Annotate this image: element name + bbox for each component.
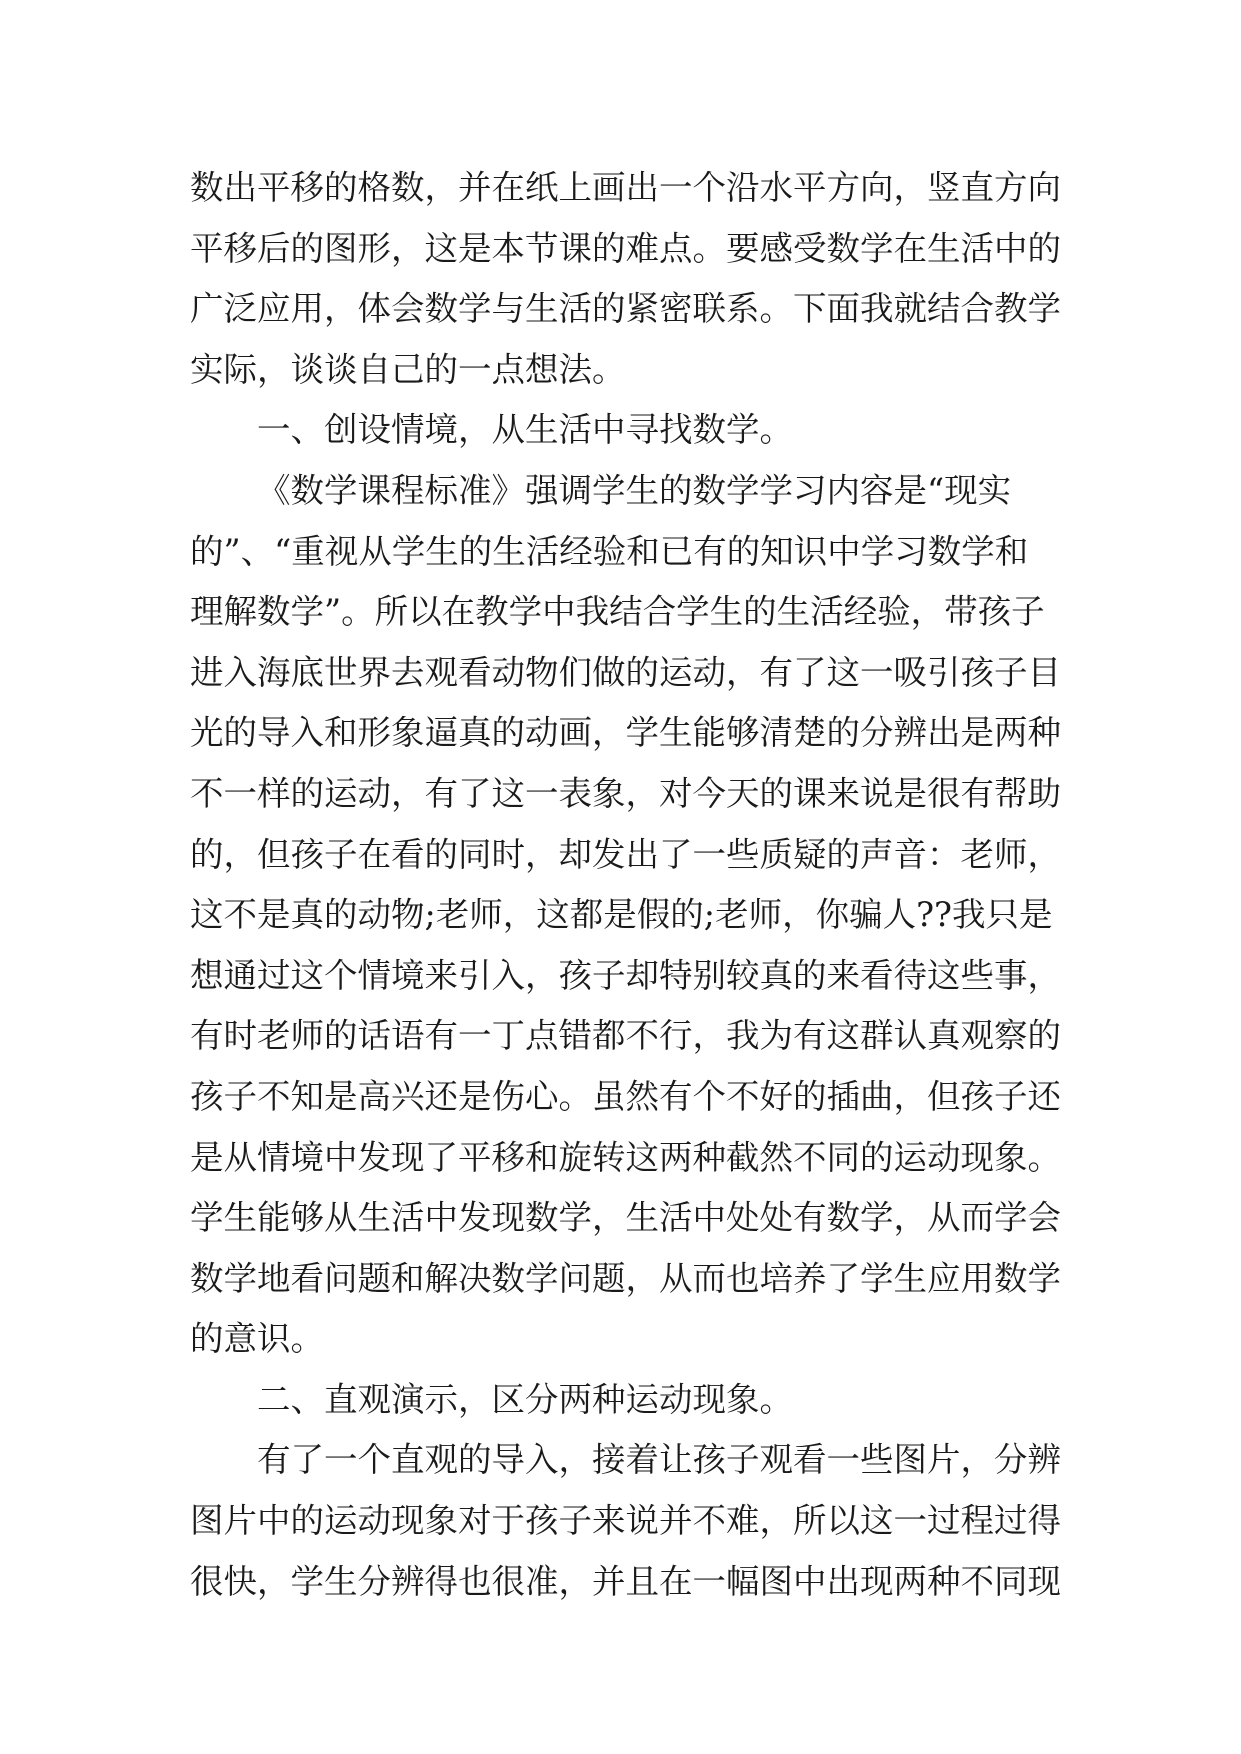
text-line: 光的导入和形象逼真的动画，学生能够清楚的分辨出是两种 — [190, 713, 1061, 753]
text-line: 理解数学”。所以在教学中我结合学生的生活经验，带孩子 — [190, 592, 1045, 632]
text-line: 的意识。 — [190, 1319, 324, 1359]
text-line: 实际，谈谈自己的一点想法。 — [190, 349, 626, 389]
text-line: 进入海底世界去观看动物们做的运动，有了这一吸引孩子目 — [190, 652, 1061, 692]
text-line: 数学地看问题和解决数学问题，从而也培养了学生应用数学 — [190, 1258, 1061, 1298]
text-line: 广泛应用，体会数学与生活的紧密联系。下面我就结合教学 — [190, 289, 1061, 329]
text-line: 想通过这个情境来引入，孩子却特别较真的来看待这些事， — [190, 955, 1061, 995]
text-line: 是从情境中发现了平移和旋转这两种截然不同的运动现象。 — [190, 1137, 1061, 1177]
section-heading-1: 一、创设情境，从生活中寻找数学。 — [257, 410, 793, 450]
text-line: 学生能够从生活中发现数学，生活中处处有数学，从而学会 — [190, 1198, 1061, 1238]
text-line: 的，但孩子在看的同时，却发出了一些质疑的声音：老师， — [190, 834, 1061, 874]
text-line: 这不是真的动物;老师，这都是假的;老师，你骗人??我只是 — [190, 895, 1053, 935]
text-line: 孩子不知是高兴还是伤心。虽然有个不好的插曲，但孩子还 — [190, 1076, 1061, 1116]
body-text — [190, 158, 1070, 1612]
paragraph-start: 《数学课程标准》强调学生的数学学习内容是“现实 — [257, 470, 1012, 510]
text-line: 平移后的图形，这是本节课的难点。要感受数学在生活中的 — [190, 228, 1061, 268]
text-line: 的”、“重视从学生的生活经验和已有的知识中学习数学和 — [190, 531, 1029, 571]
text-line: 很快，学生分辨得也很准，并且在一幅图中出现两种不同现 — [190, 1561, 1061, 1601]
text-line: 有时老师的话语有一丁点错都不行，我为有这群认真观察的 — [190, 1016, 1061, 1056]
text-line: 不一样的运动，有了这一表象，对今天的课来说是很有帮助 — [190, 773, 1061, 813]
text-line: 数出平移的格数，并在纸上画出一个沿水平方向，竖直方向 — [190, 168, 1061, 207]
section-heading-2: 二、直观演示，区分两种运动现象。 — [257, 1379, 793, 1419]
paragraph-start: 有了一个直观的导入，接着让孩子观看一些图片，分辨 — [257, 1440, 1061, 1480]
text-line: 图片中的运动现象对于孩子来说并不难，所以这一过程过得 — [190, 1501, 1061, 1541]
